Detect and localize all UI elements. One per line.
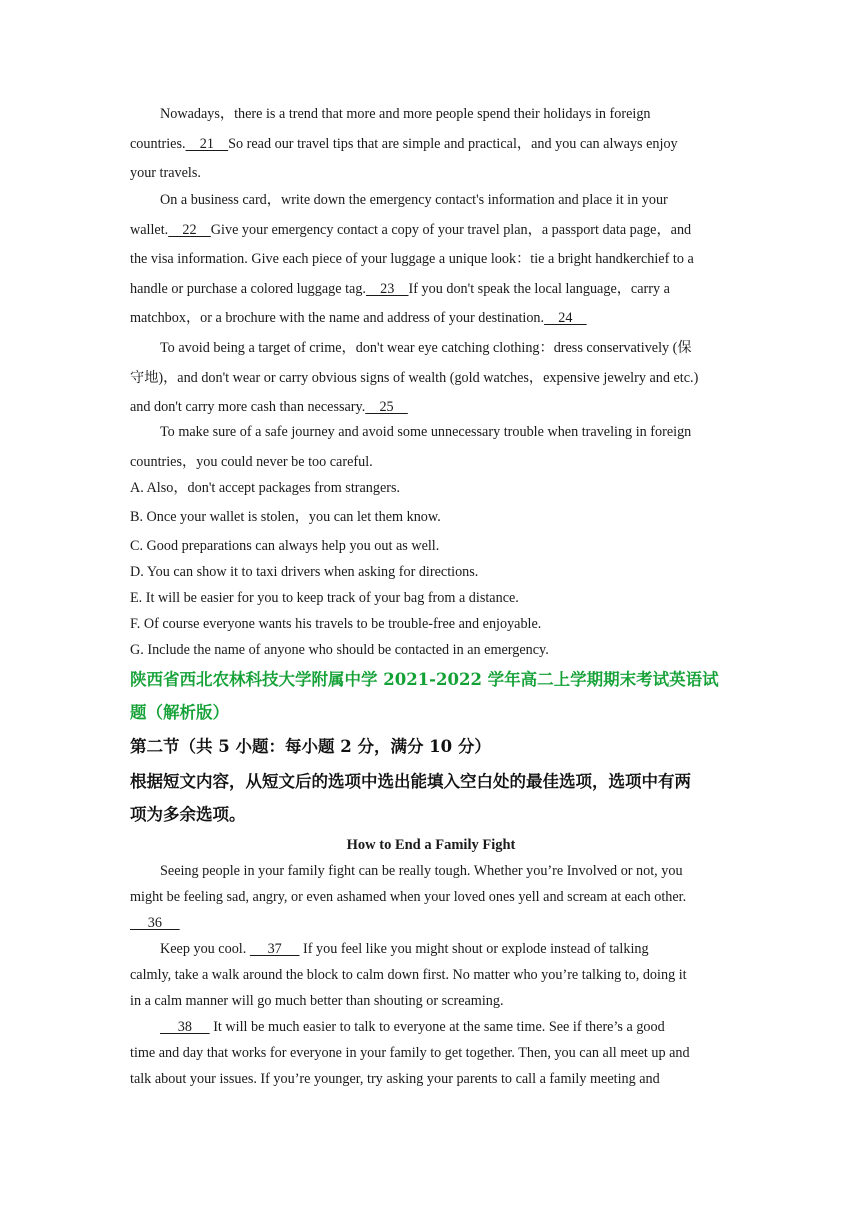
text-line: To avoid being a target of crime，don't wear eye catching clothing：dress conservatively (保 [160, 340, 692, 356]
text-line: On a business card，write down the emergency contact's information and place it in your [160, 192, 668, 208]
blank-24: 24 [544, 310, 587, 326]
text-line: 38 It will be much easier to talk to everyone at the same time. See if there’s a good [160, 1019, 665, 1035]
option-e: E. It will be easier for you to keep track of your bag from a distance. [130, 590, 519, 606]
blank-22: 22 [168, 221, 211, 238]
text-line: calmly, take a walk around the block to calm down first. No matter who you’re talking to, doing it [130, 967, 687, 983]
text-line: your travels. [130, 165, 201, 181]
text-line: Keep you cool. 37 If you feel like you might shout or explode instead of talking [160, 941, 649, 957]
source-title: 陕西省西北农林科技大学附属中学 2021-2022 学年高二上学期期末考试英语试 题（解析版） [130, 670, 719, 722]
blank-37: 37 [249, 941, 300, 957]
text-line: countries，you could never be too careful. [130, 453, 373, 470]
paragraph-intro [130, 100, 732, 189]
passage-title: How to End a Family Fight [346, 837, 516, 853]
text-line: Seeing people in your family fight can be really tough. Whether you’re Involved or not, you [160, 863, 683, 879]
text-line: and don't carry more cash than necessary. 25 [130, 399, 408, 415]
paragraph-crime [130, 334, 732, 423]
text-line: might be feeling sad, angry, or even ashamed when your loved ones yell and scream at each other. [130, 889, 687, 905]
blank-23: 23 [365, 280, 409, 297]
paragraph-conclusion [130, 418, 732, 477]
text-line: wallet. 22 Give your emergency contact a copy of your travel plan，a passport data page，and [130, 221, 692, 238]
text-line: matchbox，or a brochure with the name and address of your destination. 24 [130, 310, 587, 326]
section-header: 第二节（共 5 小题：每小题 2 分，满分 10 分） [130, 737, 491, 756]
blank-38: 38 [160, 1019, 210, 1035]
option-f: F. Of course everyone wants his travels to be trouble-free and enjoyable. [130, 616, 542, 632]
text-line: countries. 21 So read our travel tips that are simple and practical，and you can always enjoy [130, 135, 678, 152]
text-line: 守地)，and don't wear or carry obvious signs of wealth (gold watches，expensive jewelry and etc.) [130, 369, 699, 386]
text-line [130, 910, 732, 936]
blank-25: 25 [365, 399, 408, 415]
paragraph-meeting [130, 1014, 732, 1092]
text-line: time and day that works for everyone in your family to get together. Then, you can all meet up and [130, 1045, 690, 1061]
option-d: D. You can show it to taxi drivers when asking for directions. [130, 564, 479, 580]
option-a: A. Also，don't accept packages from strangers. [130, 480, 401, 496]
text-line: handle or purchase a colored luggage tag. 23 If you don't speak the local language，carry a [130, 280, 670, 297]
paragraph-family-intro [130, 858, 732, 936]
text-line: in a calm manner will go much better than shouting or screaming. [130, 993, 504, 1009]
section-instructions: 根据短文内容，从短文后的选项中选出能填入空白处的最佳选项，选项中有两 项为多余选项。 [130, 772, 691, 824]
paragraph-business-card [130, 186, 732, 334]
blank-36: 36 [130, 915, 180, 931]
option-c: C. Good preparations can always help you out as well. [130, 538, 440, 554]
text-line: To make sure of a safe journey and avoid some unnecessary trouble when traveling in foreign [160, 424, 692, 440]
blank-21: 21 [185, 135, 229, 152]
text-line: Nowadays，there is a trend that more and more people spend their holidays in foreign [160, 106, 651, 122]
paragraph-keep-cool [130, 936, 732, 1014]
option-b: B. Once your wallet is stolen，you can let them know. [130, 509, 441, 525]
text-line: the visa information. Give each piece of your luggage a unique look：tie a bright handkerchief to a [130, 251, 694, 267]
option-g: G. Include the name of anyone who should be contacted in an emergency. [130, 642, 549, 658]
text-line: talk about your issues. If you’re younger, try asking your parents to call a family meeting and [130, 1071, 660, 1087]
